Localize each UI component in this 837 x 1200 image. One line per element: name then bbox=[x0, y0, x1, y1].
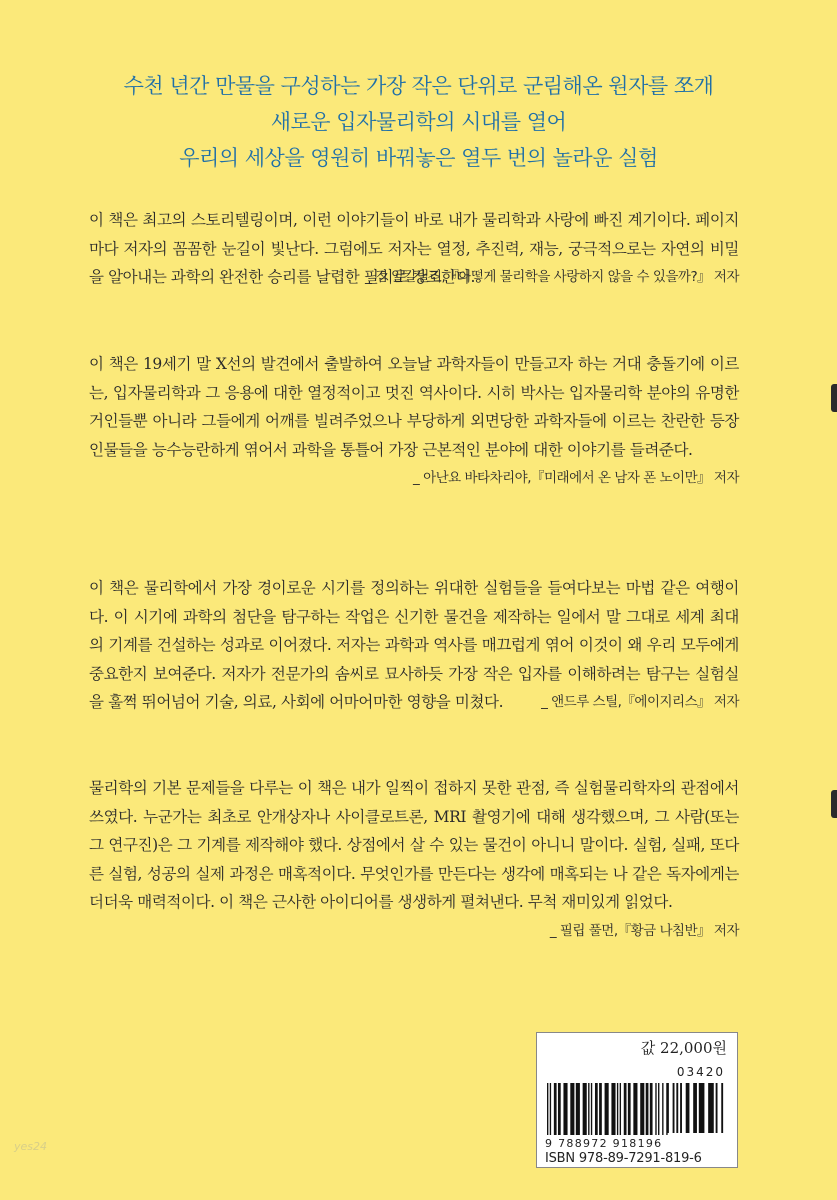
review-text: 이 책은 19세기 말 X선의 발견에서 출발하여 오늘날 과학자들이 만들고자 하는 거대 충돌기에 이르는, 입자물리학과 그 응용에 대한 열정적이고 멋진 역사이다. 시히 박사는 입자물리학 분야의 유명한 거인들뿐 아니라 그들에게 어깨를 빌려주었으나 부당하게 외면당한 과학자들에 이르는 찬란한 등장인물들을 능수능란하게 엮어서 과학을 통틀어 가장 근본적인 분야에 대한 이야기를 들려준다. bbox=[89, 355, 739, 459]
review-1 bbox=[89, 206, 739, 292]
barcode-bar bbox=[699, 1083, 705, 1133]
headline-line-3: 우리의 세상을 영원히 바꿔놓은 열두 번의 놀라운 실험 bbox=[179, 146, 658, 170]
barcode-bar bbox=[599, 1083, 602, 1135]
ean-digits: 9 788972 918196 bbox=[545, 1137, 663, 1150]
barcode-bar bbox=[620, 1083, 621, 1135]
review-attribution: _ 앤드루 스틸,『에이지리스』 저자 bbox=[541, 694, 739, 710]
review-text: 이 책은 최고의 스토리텔링이며, 이런 이야기들이 바로 내가 물리학과 사랑에 빠진 계기이다. 페이지마다 저자의 꼼꼼한 눈길이 빛난다. 그럼에도 저자는 열정, 추진력, 재능, 궁극적으로는 자연의 비밀을 알아내는 과학의 완전한 승리를 날렵한 필치로 강조한다. bbox=[89, 211, 739, 286]
barcode-bar bbox=[708, 1083, 714, 1133]
barcode-bar bbox=[680, 1083, 682, 1133]
page-edge-mark bbox=[831, 384, 837, 412]
barcode-bar bbox=[650, 1083, 653, 1135]
barcode-bar bbox=[588, 1083, 589, 1135]
review-text: 이 책은 물리학에서 가장 경이로운 시기를 정의하는 위대한 실험들을 들여다보는 마법 같은 여행이다. 이 시기에 과학의 첨단을 탐구하는 작업은 신기한 물건을 제작하는 일에서 말 그대로 세계 최대의 기계를 건설하는 성과로 이어졌다. 저자는 과학과 역사를 매끄럽게 엮어 이것이 왜 우리 모두에게 중요한지 보여준다. 저자가 전문가의 솜씨로 묘사하듯 가장 작은 입자를 이해하려는 탐구는 실험실을 훌쩍 뛰어넘어 기술, 의료, 사회에 어마어마한 영향을 미쳤다. bbox=[89, 579, 739, 711]
review-3 bbox=[89, 574, 739, 717]
review-2 bbox=[89, 350, 739, 493]
barcode-bar bbox=[640, 1083, 644, 1135]
addon-code: 03420 bbox=[676, 1065, 725, 1079]
page-edge-mark bbox=[831, 790, 837, 818]
review-4 bbox=[89, 774, 739, 945]
price-label: 값 22,000원 bbox=[640, 1039, 727, 1057]
review-text: 물리학의 기본 문제들을 다루는 이 책은 내가 일찍이 접하지 못한 관점, 즉 실험물리학자의 관점에서 쓰였다. 누군가는 최초로 안개상자나 사이클로트론, MRI 촬영기에 대해 생각했으며, 그 사람(또는 그 연구진)은 그 기계를 제작해야 했다. 상점에서 살 수 있는 물건이 아니니 말이다. 실험, 실패, 또다른 실험, 성공의 실제 과정은 매혹적이다. 무엇인가를 만든다는 생각에 매혹되는 나 같은 독자에게는 더더욱 매력적이다. 이 책은 근사한 아이디어를 생생하게 펼쳐낸다. 무척 재미있게 읽었다. bbox=[89, 779, 739, 911]
barcode-bar bbox=[570, 1083, 574, 1135]
barcode-bar bbox=[628, 1083, 631, 1135]
barcode-bar bbox=[633, 1083, 637, 1135]
barcode-bar bbox=[617, 1083, 618, 1135]
headline-line-2: 새로운 입자물리학의 시대를 열어 bbox=[270, 110, 567, 134]
barcode-bar bbox=[558, 1083, 561, 1135]
barcode-bar bbox=[595, 1083, 598, 1135]
barcode-bar bbox=[550, 1083, 551, 1135]
addon-barcode-bars bbox=[667, 1083, 725, 1133]
barcode-bar bbox=[658, 1083, 659, 1135]
barcode-bar bbox=[605, 1083, 609, 1135]
barcode-bar bbox=[686, 1083, 690, 1133]
barcode-bar bbox=[676, 1083, 678, 1133]
barcode-bar bbox=[576, 1083, 580, 1135]
watermark-logo: yes24 bbox=[14, 1140, 48, 1153]
barcode-bar bbox=[583, 1083, 587, 1135]
barcode-bar bbox=[655, 1083, 656, 1135]
barcode-bar bbox=[563, 1083, 567, 1135]
barcode-box bbox=[536, 1032, 738, 1168]
isbn-label: ISBN 978-89-7291-819-6 bbox=[545, 1151, 702, 1166]
review-attribution: _ 필립 풀먼,『황금 나침반』 저자 bbox=[549, 922, 739, 939]
review-attribution: _ 아난요 바타차리야,『미래에서 온 남자 폰 노이만』 저자 bbox=[413, 470, 739, 486]
barcode-bar bbox=[662, 1083, 663, 1135]
headline bbox=[0, 68, 837, 176]
barcode-bar bbox=[693, 1083, 697, 1133]
barcode-bar bbox=[554, 1083, 557, 1135]
barcode-bar bbox=[721, 1083, 723, 1133]
barcode-bar bbox=[624, 1083, 627, 1135]
barcode-bar bbox=[591, 1083, 592, 1135]
barcode-bars bbox=[547, 1083, 669, 1135]
barcode-bar bbox=[673, 1083, 675, 1133]
headline-line-1: 수천 년간 만물을 구성하는 가장 작은 단위로 군림해온 원자를 쪼개 bbox=[123, 74, 714, 98]
barcode-bar bbox=[611, 1083, 615, 1135]
review-attribution: _ 짐 알칼릴리,『어떻게 물리학을 사랑하지 않을 수 있을까?』 저자 bbox=[364, 269, 739, 285]
barcode-bar bbox=[667, 1083, 669, 1133]
barcode-bar bbox=[716, 1083, 718, 1133]
barcode-bar bbox=[646, 1083, 649, 1135]
barcode-bar bbox=[547, 1083, 548, 1135]
